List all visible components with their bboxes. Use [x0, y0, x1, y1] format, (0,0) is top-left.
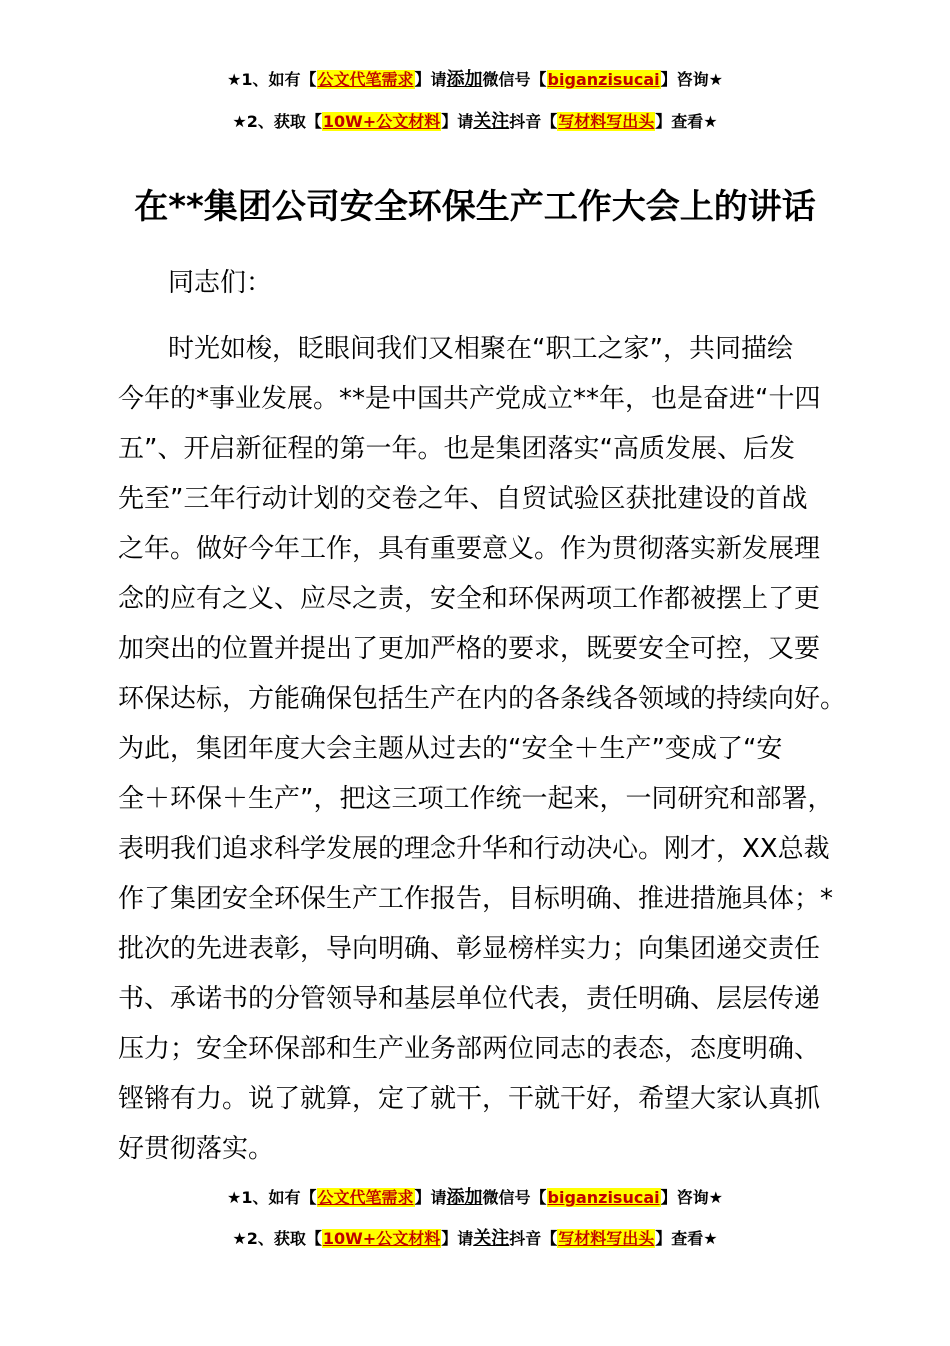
- paragraph-line: 今年的*事业发展。**是中国共产党成立**年，也是奋进“十四: [118, 384, 821, 414]
- star-icon: ★: [232, 1229, 247, 1248]
- paragraph-line: 之年。做好今年工作，具有重要意义。作为贯彻落实新发展理: [118, 534, 821, 564]
- banner-text: 】请: [441, 112, 474, 131]
- paragraph-line: 批次的先进表彰，导向明确、彰显榜样实力；向集团递交责任: [118, 934, 821, 964]
- paragraph-line: 环保达标，方能确保包括生产在内的各条线各领域的持续向好。: [118, 684, 847, 714]
- paragraph-line: 书、承诺书的分管领导和基层单位代表，责任明确、层层传递: [118, 984, 821, 1014]
- highlight-wechat-id: biganzisucai: [547, 70, 660, 89]
- paragraph-line: 全＋环保＋生产”，把这三项工作统一起来，一同研究和部署，: [118, 784, 834, 814]
- paragraph-line: 先至”三年行动计划的交卷之年、自贸试验区获批建设的首战: [118, 484, 808, 514]
- highlight-douyin-account: 写材料写出头: [558, 112, 655, 131]
- highlight-douyin-account: 写材料写出头: [558, 1229, 655, 1248]
- banner-text: 】查看★: [655, 1229, 718, 1248]
- body-paragraph: [118, 324, 847, 1174]
- emphasis-follow: 关注: [473, 1228, 510, 1249]
- highlight-service: 公文代笔需求: [317, 1188, 414, 1207]
- paragraph-line: 为此，集团年度大会主题从过去的“安全＋生产”变成了“安: [118, 734, 783, 764]
- emphasis-add: 添加: [446, 69, 483, 90]
- banner-text: 微信号【: [482, 1188, 547, 1207]
- highlight-materials: 10W+公文材料: [322, 1229, 441, 1248]
- paragraph-line: 加突出的位置并提出了更加严格的要求，既要安全可控，又要: [118, 634, 821, 664]
- emphasis-follow: 关注: [473, 111, 510, 132]
- promo-banner-top-line-1: [0, 68, 950, 92]
- paragraph-line: 五”、开启新征程的第一年。也是集团落实“高质发展、后发: [118, 434, 795, 464]
- banner-text: 1、如有【: [241, 1188, 317, 1207]
- star-icon: ★: [227, 70, 242, 89]
- banner-text: 】咨询★: [660, 70, 723, 89]
- paragraph-line: 铿锵有力。说了就算，定了就干，干就干好，希望大家认真抓: [118, 1084, 821, 1114]
- salutation: 同志们：: [168, 268, 273, 298]
- paragraph-line: 时光如梭，眨眼间我们又相聚在“职工之家”，共同描绘: [168, 334, 793, 364]
- banner-text: 抖音【: [509, 112, 558, 131]
- document-title: 在**集团公司安全环保生产工作大会上的讲话: [134, 187, 816, 227]
- promo-banner-top-line-2: [0, 110, 950, 134]
- star-icon: ★: [227, 1188, 242, 1207]
- banner-text: 1、如有【: [241, 70, 317, 89]
- promo-banner-bottom-line-1: [0, 1186, 950, 1210]
- banner-text: 】查看★: [655, 112, 718, 131]
- banner-text: 2、获取【: [246, 1229, 322, 1248]
- banner-text: 】请: [441, 1229, 474, 1248]
- paragraph-line: 表明我们追求科学发展的理念升华和行动决心。刚才，XX总裁: [118, 834, 830, 864]
- banner-text: 】咨询★: [660, 1188, 723, 1207]
- highlight-wechat-id: biganzisucai: [547, 1188, 660, 1207]
- highlight-service: 公文代笔需求: [317, 70, 414, 89]
- banner-text: 】请: [414, 70, 447, 89]
- paragraph-line: 作了集团安全环保生产工作报告，目标明确、推进措施具体；*: [118, 884, 834, 914]
- paragraph-line: 念的应有之义、应尽之责，安全和环保两项工作都被摆上了更: [118, 584, 821, 614]
- paragraph-line: 好贯彻落实。: [118, 1134, 275, 1164]
- banner-text: 2、获取【: [246, 112, 322, 131]
- star-icon: ★: [232, 112, 247, 131]
- banner-text: 微信号【: [482, 70, 547, 89]
- highlight-materials: 10W+公文材料: [322, 112, 441, 131]
- paragraph-line: 压力；安全环保部和生产业务部两位同志的表态，态度明确、: [118, 1034, 821, 1064]
- emphasis-add: 添加: [446, 1187, 483, 1208]
- banner-text: 】请: [414, 1188, 447, 1207]
- banner-text: 抖音【: [509, 1229, 558, 1248]
- promo-banner-bottom-line-2: [0, 1227, 950, 1251]
